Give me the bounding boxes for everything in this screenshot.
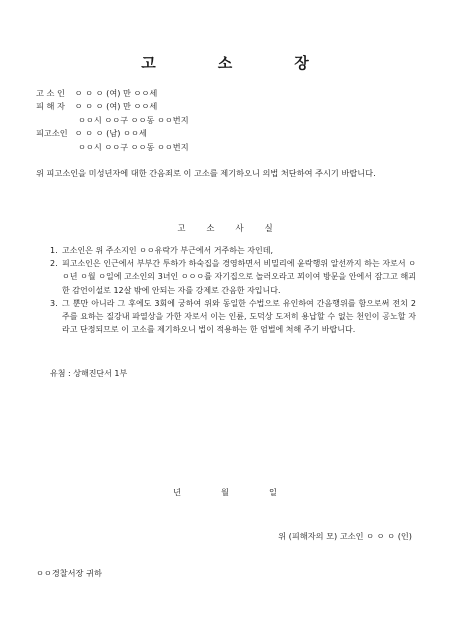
- party-text: ㅇ ㅇ ㅇ (여) 만 ㅇㅇ세: [74, 101, 158, 111]
- date-year: 년: [173, 487, 182, 497]
- date-day: 일: [268, 487, 277, 497]
- fact-number: 3.: [50, 298, 58, 308]
- fact-item: [50, 297, 416, 337]
- party-text: ㅇㅇ시 ㅇㅇ구 ㅇㅇ동 ㅇㅇ번지: [78, 115, 189, 125]
- attachment-note: 유첨 : 상해진단서 1부: [50, 369, 128, 378]
- facts-heading: [0, 222, 450, 234]
- party-line-accused: [36, 128, 147, 138]
- addressee-line: ㅇㅇ경찰서장 귀하: [36, 568, 102, 578]
- party-line-victim: [36, 101, 157, 111]
- facts-heading-char: 고: [177, 223, 186, 233]
- fact-text: 피고소인은 인근에서 부부간 투하가 하숙집을 경영하면서 비밀리에 윤락행위 알선까지 하는 자로서 ㅇㅇ년 ㅇ월 ㅇ일에 고소인의 3녀인 ㅇㅇㅇ를 자기집으로 놀러오라고 꾀이여 방문을 안에서 잠그고 해괴한 감언이설로 12살 밖에 안되는 자를 강제로 간음한 자입니다.: [62, 259, 416, 295]
- title-char: 고: [141, 54, 156, 72]
- fact-text: 그 뿐만 아니라 그 후에도 3회에 궁하여 위와 동일한 수법으로 유인하여 간음행위를 함으로써 전치 2주를 요하는 질강내 파열상을 가한 자로서 이는 인륜, 도덕상 도저히 용납할 수 없는 천인이 공노할 자라고 단정되므로 이 고소를 제기하오니 법이 적용하는 한 엄벌에 처해 주기 바랍니다.: [62, 298, 416, 335]
- facts-heading-char: 사: [235, 223, 244, 233]
- fact-number: 2.: [50, 259, 58, 269]
- date-line: [0, 487, 450, 498]
- fact-item: [50, 257, 416, 297]
- party-label: 피 해 자: [36, 101, 65, 111]
- facts-heading-char: 소: [206, 223, 215, 233]
- party-line-accused-address: [78, 142, 189, 152]
- party-label: 피고소인: [36, 128, 68, 138]
- party-label: 고 소 인: [36, 88, 65, 98]
- document-title: [0, 52, 450, 73]
- fact-number: 1.: [50, 246, 58, 255]
- signature-line: 위 (피해자의 모) 고소인 ㅇ ㅇ ㅇ (인): [278, 531, 412, 541]
- fact-text: 고소인은 위 주소지인 ㅇㅇ유락가 부근에서 거주하는 자인데,: [62, 246, 273, 255]
- fact-item: [50, 244, 416, 257]
- party-line-complainant: [36, 88, 157, 98]
- party-text: ㅇ ㅇ ㅇ (여) 만 ㅇㅇ세: [74, 88, 158, 98]
- date-month: 월: [221, 487, 229, 497]
- title-char: 장: [294, 54, 309, 72]
- intro-paragraph: 위 피고소인을 미성년자에 대한 간음죄로 이 고소를 제기하오니 의법 처단하여 주시기 바랍니다.: [36, 168, 376, 178]
- party-line-victim-address: [78, 115, 189, 125]
- party-text: ㅇ ㅇ ㅇ (남) ㅇㅇ세: [74, 128, 147, 138]
- facts-list: [50, 244, 416, 336]
- title-char: 소: [217, 54, 233, 72]
- facts-heading-char: 실: [264, 223, 273, 233]
- party-text: ㅇㅇ시 ㅇㅇ구 ㅇㅇ동 ㅇㅇ번지: [78, 142, 189, 152]
